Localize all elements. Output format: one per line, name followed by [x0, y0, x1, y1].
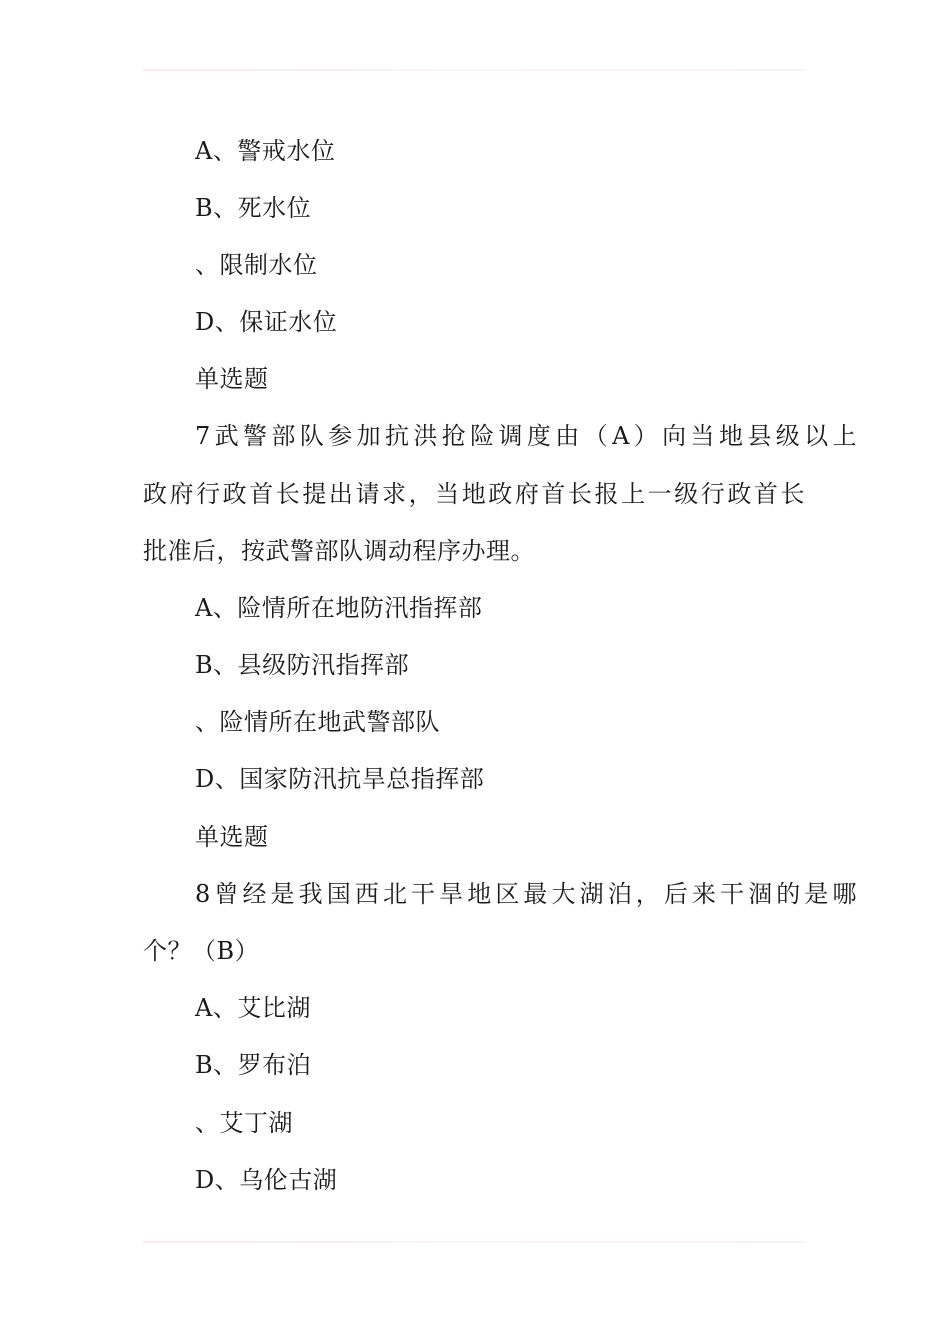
q6-option-b: B、死水位: [195, 194, 312, 222]
q7-text-line-1: 7武警部队参加抗洪抢险调度由（A）向当地县级以上: [195, 422, 857, 450]
q6-option-c: 、限制水位: [195, 251, 318, 279]
q7-option-d: D、国家防汛抗旱总指挥部: [195, 765, 485, 793]
q7-option-b: B、县级防汛指挥部: [195, 651, 410, 679]
question-type-label: 单选题: [195, 823, 269, 851]
footer-rule: [143, 1241, 805, 1243]
q6-option-a: A、警戒水位: [195, 137, 336, 165]
q7-text-line-2: 政府行政首长提出请求，当地政府首长报上一级行政首长: [143, 480, 805, 508]
header-rule: [143, 69, 805, 71]
q8-option-c: 、艾丁湖: [195, 1109, 293, 1137]
question-type-label: 单选题: [195, 365, 269, 393]
q8-option-a: A、艾比湖: [195, 994, 311, 1022]
q8-option-b: B、罗布泊: [195, 1051, 312, 1079]
q7-option-a: A、险情所在地防汛指挥部: [195, 594, 483, 622]
q7-option-c: 、险情所在地武警部队: [195, 708, 440, 736]
q8-text-line-1: 8曾经是我国西北干旱地区最大湖泊，后来干涸的是哪: [195, 880, 857, 908]
q8-option-d: D、乌伦古湖: [195, 1166, 338, 1194]
q7-text-line-3: 批准后，按武警部队调动程序办理。: [143, 537, 535, 565]
q8-text-line-2: 个？（B）: [143, 937, 260, 965]
q6-option-d: D、保证水位: [195, 308, 338, 336]
